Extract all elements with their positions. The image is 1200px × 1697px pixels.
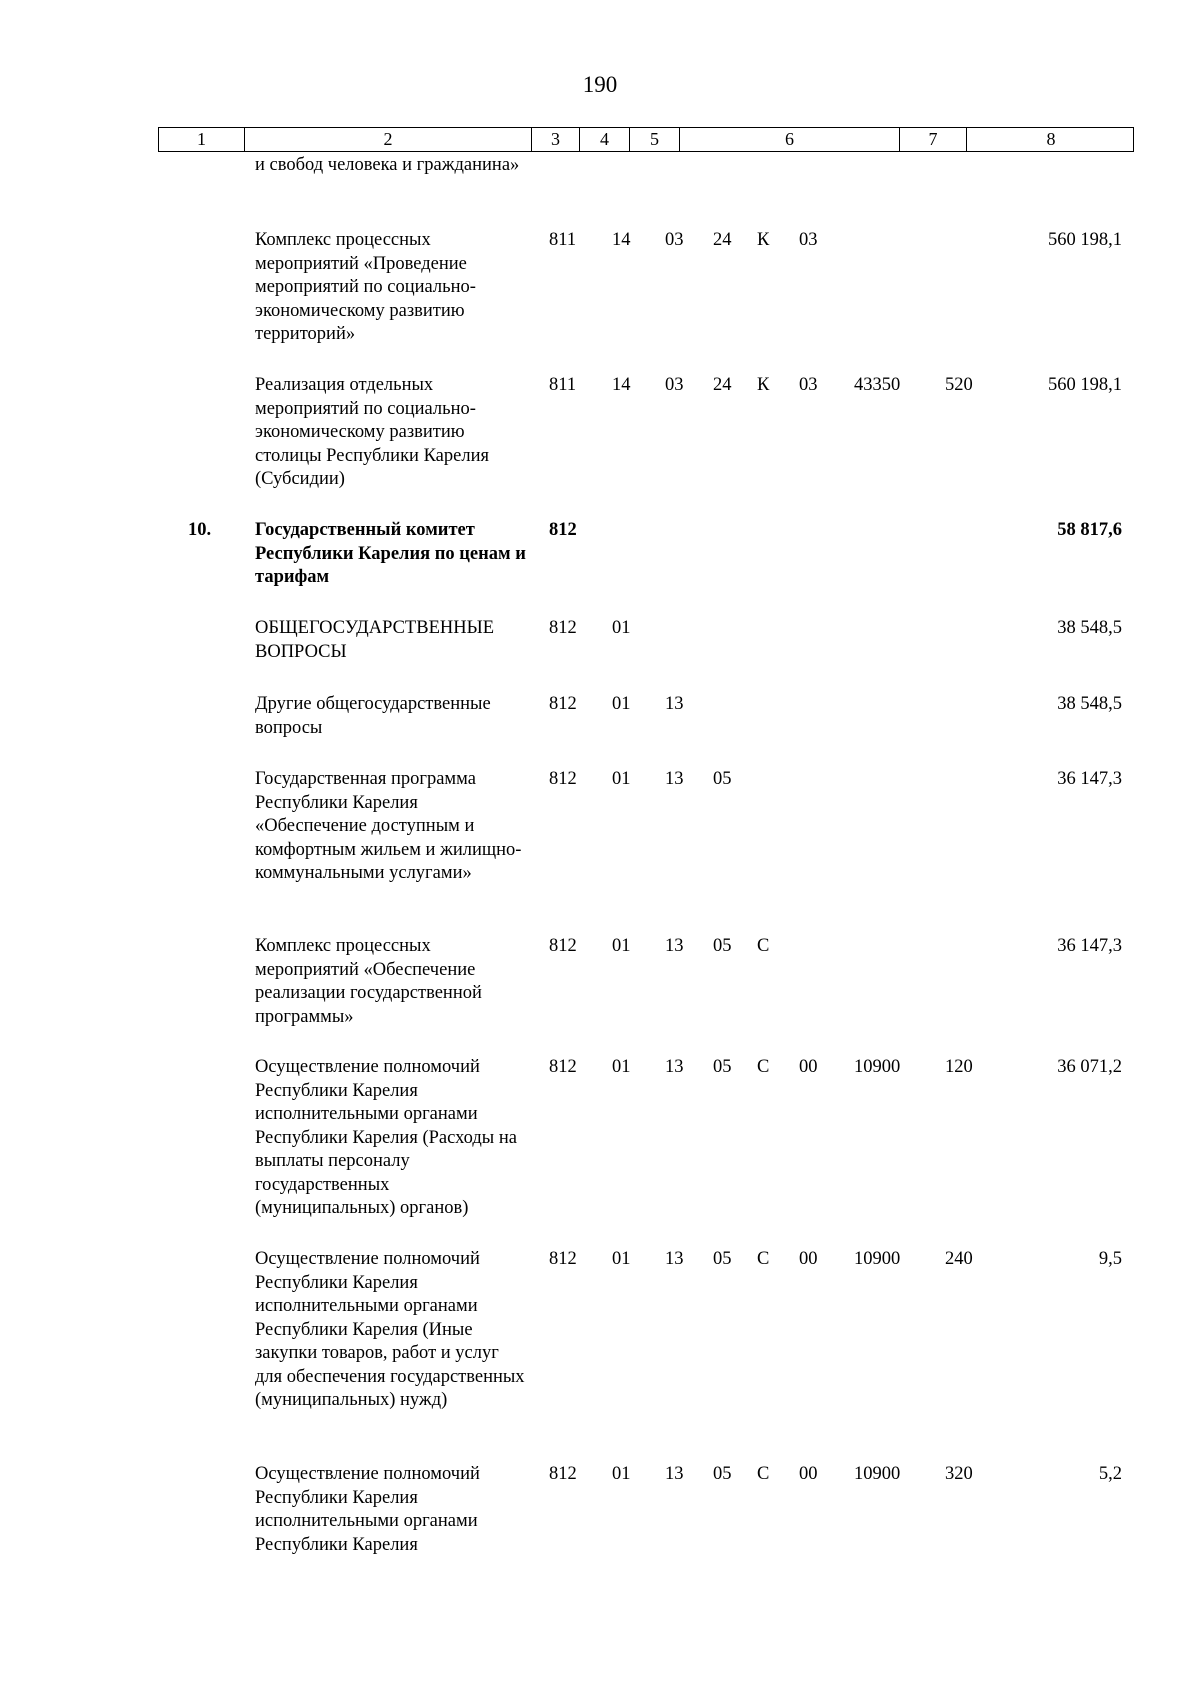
row-ministry-code: 811 [549, 375, 577, 395]
row-name: Осуществление полномочий Республики Карелия исполнительными органами Республики Карелия [255, 1464, 480, 1555]
row-target-letter: С [757, 1464, 770, 1484]
row-section-code: 01 [612, 1464, 631, 1484]
row-section-code: 01 [612, 769, 631, 789]
header-col-4: 4 [580, 128, 630, 151]
header-col-6: 6 [680, 128, 900, 151]
row-name: Другие общегосударственные вопросы [255, 694, 491, 738]
row-ministry-code: 812 [549, 1464, 577, 1484]
row-ministry-code: 811 [549, 230, 577, 250]
row-target-direction: 10900 [854, 1249, 901, 1269]
page-number: 190 [582, 72, 618, 97]
header-col-3: 3 [532, 128, 580, 151]
row-name: Осуществление полномочий Республики Карелия исполнительными органами Республики Карелия (Расходы на выплаты персоналу государственных (муниципальных) органов) [255, 1057, 517, 1218]
row-target-program: 05 [713, 769, 732, 789]
row-target-direction: 10900 [854, 1057, 901, 1077]
row-ministry-code: 812 [549, 936, 577, 956]
row-target-letter: С [757, 936, 770, 956]
row-subsection-code: 13 [665, 936, 684, 956]
row-target-letter: К [757, 230, 770, 250]
row-name: и свобод человека и гражданина» [255, 155, 520, 175]
row-amount: 38 548,5 [1057, 618, 1122, 638]
row-amount: 560 198,1 [1048, 375, 1122, 395]
row-amount: 9,5 [1098, 1249, 1122, 1269]
row-expense-type: 240 [945, 1249, 973, 1269]
row-subsection-code: 03 [665, 230, 684, 250]
row-expense-type: 520 [945, 375, 973, 395]
row-target-program: 24 [713, 375, 732, 395]
row-amount: 36 147,3 [1057, 769, 1122, 789]
row-amount: 560 198,1 [1048, 230, 1122, 250]
row-target-program: 24 [713, 230, 732, 250]
row-subsection-code: 13 [665, 694, 684, 714]
row-ministry-code: 812 [549, 1249, 577, 1269]
header-col-1: 1 [159, 128, 245, 151]
row-ministry-code: 812 [549, 769, 577, 789]
row-subsection-code: 13 [665, 769, 684, 789]
row-subsection-code: 13 [665, 1057, 684, 1077]
row-number: 10. [188, 520, 212, 540]
row-name: ОБЩЕГОСУДАРСТВЕННЫЕ ВОПРОСЫ [255, 618, 495, 662]
row-amount: 36 147,3 [1057, 936, 1122, 956]
row-subsection-code: 13 [665, 1249, 684, 1269]
row-name: Государственный комитет Республики Карелия по ценам и тарифам [255, 520, 526, 587]
row-amount: 36 071,2 [1057, 1057, 1122, 1077]
row-target-direction: 10900 [854, 1464, 901, 1484]
row-amount: 38 548,5 [1057, 694, 1122, 714]
row-expense-type: 120 [945, 1057, 973, 1077]
row-target-letter: С [757, 1249, 770, 1269]
header-col-2: 2 [245, 128, 532, 151]
row-target-program: 05 [713, 1249, 732, 1269]
row-name: Государственная программа Республики Карелия «Обеспечение доступным и комфортным жильем и жилищно-коммунальными услугами» [255, 769, 522, 883]
row-amount: 5,2 [1098, 1464, 1122, 1484]
row-target-subprogram: 03 [799, 375, 818, 395]
row-target-letter: К [757, 375, 770, 395]
row-ministry-code: 812 [549, 694, 577, 714]
row-section-code: 01 [612, 936, 631, 956]
row-ministry-code: 812 [549, 520, 577, 540]
row-name: Комплекс процессных мероприятий «Обеспечение реализации государственной программы» [255, 936, 482, 1027]
row-section-code: 14 [612, 375, 631, 395]
row-section-code: 01 [612, 1249, 631, 1269]
row-name: Реализация отдельных мероприятий по социально-экономическому развитию столицы Республики Карелия (Субсидии) [255, 375, 489, 489]
row-target-subprogram: 00 [799, 1249, 818, 1269]
header-col-7: 7 [900, 128, 967, 151]
row-name: Комплекс процессных мероприятий «Проведение мероприятий по социально-экономическому развитию территорий» [255, 230, 476, 344]
table-header [158, 127, 1134, 152]
row-target-subprogram: 03 [799, 230, 818, 250]
row-ministry-code: 812 [549, 1057, 577, 1077]
row-section-code: 01 [612, 618, 631, 638]
row-ministry-code: 812 [549, 618, 577, 638]
row-target-subprogram: 00 [799, 1057, 818, 1077]
row-subsection-code: 03 [665, 375, 684, 395]
row-subsection-code: 13 [665, 1464, 684, 1484]
row-section-code: 01 [612, 1057, 631, 1077]
row-target-subprogram: 00 [799, 1464, 818, 1484]
row-section-code: 01 [612, 694, 631, 714]
row-target-program: 05 [713, 936, 732, 956]
row-amount: 58 817,6 [1057, 520, 1122, 540]
row-expense-type: 320 [945, 1464, 973, 1484]
row-target-program: 05 [713, 1464, 732, 1484]
row-target-program: 05 [713, 1057, 732, 1077]
row-section-code: 14 [612, 230, 631, 250]
row-target-direction: 43350 [854, 375, 901, 395]
header-col-8: 8 [1046, 129, 1056, 149]
row-target-letter: С [757, 1057, 770, 1077]
row-name: Осуществление полномочий Республики Карелия исполнительными органами Республики Карелия (Иные закупки товаров, работ и услуг для обеспечения государственных (муниципальных) нужд) [255, 1249, 525, 1410]
header-col-5: 5 [630, 128, 680, 151]
